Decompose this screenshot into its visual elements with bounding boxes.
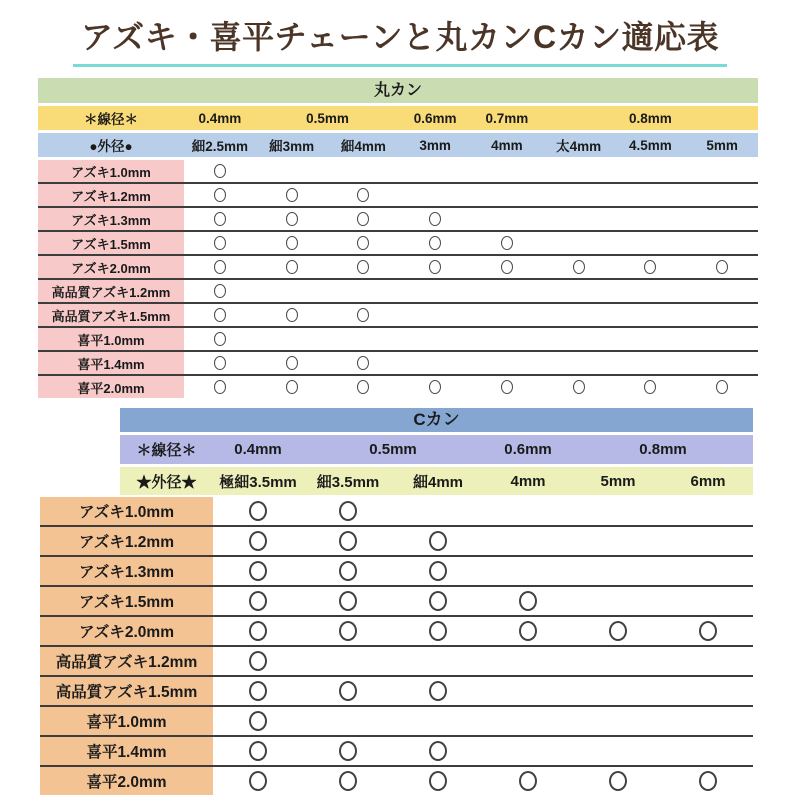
empty-cell — [573, 527, 663, 555]
circle-mark-icon — [573, 260, 585, 274]
compat-mark-cell — [184, 184, 256, 206]
table-row — [40, 617, 753, 647]
wire-size-cell: 0.4mm — [213, 435, 303, 464]
outer-diameter-header-row — [38, 133, 758, 157]
circle-mark-icon — [249, 621, 267, 641]
circle-mark-icon — [339, 561, 357, 581]
compat-mark-cell — [393, 677, 483, 705]
table-row — [38, 280, 758, 304]
circle-mark-icon — [214, 188, 226, 202]
compat-mark-cell — [543, 376, 615, 398]
circle-mark-icon — [249, 531, 267, 551]
empty-cell — [483, 527, 573, 555]
circle-mark-icon — [214, 236, 226, 250]
maru-kan-table-title: 丸カン — [38, 78, 758, 103]
empty-cell — [483, 557, 573, 585]
empty-cell — [543, 184, 615, 206]
outer-diameter-header-row — [40, 467, 753, 495]
row-label: 高品質アズキ1.5mm — [38, 304, 184, 326]
row-label: 高品質アズキ1.2mm — [38, 280, 184, 302]
wire-size-cell: 0.4mm — [184, 106, 256, 130]
circle-mark-icon — [286, 236, 298, 250]
table-row — [40, 767, 753, 795]
circle-mark-icon — [716, 380, 728, 394]
spacer — [40, 435, 120, 464]
compat-mark-cell — [213, 737, 303, 765]
circle-mark-icon — [519, 621, 537, 641]
circle-mark-icon — [501, 260, 513, 274]
circle-mark-icon — [357, 236, 369, 250]
empty-cell — [393, 497, 483, 525]
od-size-cell: 3mm — [399, 133, 471, 157]
compat-mark-cell — [184, 376, 256, 398]
wire-diameter-label: ＊線径＊ — [120, 435, 213, 464]
compat-mark-cell — [303, 527, 393, 555]
c-kan-table-body — [40, 497, 753, 795]
circle-mark-icon — [339, 771, 357, 791]
table-row — [38, 304, 758, 328]
outer-diameter-label: ★外径★ — [120, 467, 213, 495]
row-label: 喜平2.0mm — [38, 376, 184, 398]
empty-cell — [543, 232, 615, 254]
circle-mark-icon — [249, 561, 267, 581]
compat-mark-cell — [213, 647, 303, 675]
compat-mark-cell — [303, 737, 393, 765]
table-row — [38, 232, 758, 256]
od-size-cell: 6mm — [663, 467, 753, 495]
empty-cell — [663, 497, 753, 525]
compat-mark-cell — [573, 767, 663, 795]
compat-mark-cell — [686, 256, 758, 278]
table-row — [40, 557, 753, 587]
empty-cell — [543, 280, 615, 302]
compat-mark-cell — [213, 587, 303, 615]
empty-cell — [663, 707, 753, 735]
table-row — [40, 737, 753, 767]
circle-mark-icon — [357, 356, 369, 370]
spacer — [40, 467, 120, 495]
empty-cell — [663, 647, 753, 675]
circle-mark-icon — [699, 621, 717, 641]
circle-mark-icon — [609, 771, 627, 791]
circle-mark-icon — [429, 741, 447, 761]
circle-mark-icon — [286, 212, 298, 226]
compat-mark-cell — [213, 497, 303, 525]
empty-cell — [393, 647, 483, 675]
empty-cell — [615, 184, 687, 206]
compat-mark-cell — [256, 256, 328, 278]
circle-mark-icon — [286, 188, 298, 202]
circle-mark-icon — [501, 380, 513, 394]
empty-cell — [471, 352, 543, 374]
empty-cell — [471, 328, 543, 350]
compat-mark-cell — [328, 208, 400, 230]
empty-cell — [686, 160, 758, 182]
od-size-cell: 細3.5mm — [303, 467, 393, 495]
circle-mark-icon — [339, 621, 357, 641]
circle-mark-icon — [339, 531, 357, 551]
row-label: アズキ2.0mm — [40, 617, 213, 645]
empty-cell — [663, 557, 753, 585]
empty-cell — [399, 160, 471, 182]
wire-size-cell: 0.8mm — [573, 435, 753, 464]
compat-mark-cell — [483, 767, 573, 795]
compat-mark-cell — [615, 376, 687, 398]
compat-mark-cell — [213, 617, 303, 645]
compat-mark-cell — [328, 304, 400, 326]
table-row — [40, 707, 753, 737]
circle-mark-icon — [214, 260, 226, 274]
c-kan-title-row — [40, 408, 753, 432]
compat-mark-cell — [184, 280, 256, 302]
compat-mark-cell — [393, 557, 483, 585]
empty-cell — [573, 647, 663, 675]
compat-mark-cell — [393, 617, 483, 645]
circle-mark-icon — [429, 591, 447, 611]
wire-size-cell: 0.6mm — [483, 435, 573, 464]
empty-cell — [471, 280, 543, 302]
compat-mark-cell — [399, 208, 471, 230]
od-size-cell: 4.5mm — [615, 133, 687, 157]
row-label: 喜平1.4mm — [40, 737, 213, 765]
compat-mark-cell — [399, 232, 471, 254]
empty-cell — [393, 707, 483, 735]
empty-cell — [471, 304, 543, 326]
row-label: アズキ1.5mm — [40, 587, 213, 615]
table-row — [40, 677, 753, 707]
table-row — [38, 256, 758, 280]
circle-mark-icon — [286, 380, 298, 394]
empty-cell — [483, 497, 573, 525]
compat-mark-cell — [663, 767, 753, 795]
compat-mark-cell — [303, 557, 393, 585]
compat-mark-cell — [471, 256, 543, 278]
circle-mark-icon — [644, 260, 656, 274]
compat-mark-cell — [615, 256, 687, 278]
circle-mark-icon — [429, 380, 441, 394]
compat-mark-cell — [303, 677, 393, 705]
od-size-cell: 太4mm — [543, 133, 615, 157]
compat-mark-cell — [184, 208, 256, 230]
empty-cell — [471, 160, 543, 182]
compat-mark-cell — [213, 527, 303, 555]
row-label: 喜平2.0mm — [40, 767, 213, 795]
outer-diameter-label: ●外径● — [38, 133, 184, 157]
empty-cell — [686, 208, 758, 230]
wire-size-cell: 0.6mm — [399, 106, 471, 130]
row-label: アズキ1.5mm — [38, 232, 184, 254]
empty-cell — [573, 557, 663, 585]
compat-mark-cell — [303, 767, 393, 795]
od-size-cell: 細4mm — [328, 133, 400, 157]
page-title: アズキ・喜平チェーンと丸カンCカン適応表 — [73, 12, 727, 67]
empty-cell — [256, 280, 328, 302]
row-label: アズキ1.0mm — [38, 160, 184, 182]
wire-size-cell: 0.5mm — [256, 106, 400, 130]
circle-mark-icon — [249, 711, 267, 731]
circle-mark-icon — [429, 771, 447, 791]
od-size-cell: 細2.5mm — [184, 133, 256, 157]
empty-cell — [543, 208, 615, 230]
circle-mark-icon — [339, 501, 357, 521]
circle-mark-icon — [214, 332, 226, 346]
circle-mark-icon — [249, 651, 267, 671]
od-size-cell: 4mm — [483, 467, 573, 495]
empty-cell — [615, 352, 687, 374]
empty-cell — [328, 280, 400, 302]
empty-cell — [686, 280, 758, 302]
table-row — [40, 527, 753, 557]
empty-cell — [663, 677, 753, 705]
empty-cell — [256, 328, 328, 350]
table-row — [38, 352, 758, 376]
compat-mark-cell — [328, 184, 400, 206]
empty-cell — [543, 328, 615, 350]
compat-mark-cell — [213, 557, 303, 585]
empty-cell — [615, 232, 687, 254]
compat-mark-cell — [471, 376, 543, 398]
circle-mark-icon — [699, 771, 717, 791]
compat-mark-cell — [184, 160, 256, 182]
row-label: アズキ1.2mm — [40, 527, 213, 555]
empty-cell — [615, 208, 687, 230]
empty-cell — [399, 184, 471, 206]
compat-mark-cell — [256, 184, 328, 206]
circle-mark-icon — [609, 621, 627, 641]
empty-cell — [543, 352, 615, 374]
maru-kan-table-body — [38, 160, 758, 398]
compat-mark-cell — [213, 707, 303, 735]
od-size-cell: 細3mm — [256, 133, 328, 157]
compat-mark-cell — [184, 232, 256, 254]
empty-cell — [686, 232, 758, 254]
compat-mark-cell — [213, 677, 303, 705]
empty-cell — [483, 737, 573, 765]
circle-mark-icon — [519, 591, 537, 611]
compat-mark-cell — [393, 527, 483, 555]
od-size-cell: 4mm — [471, 133, 543, 157]
empty-cell — [543, 304, 615, 326]
empty-cell — [399, 304, 471, 326]
empty-cell — [686, 352, 758, 374]
circle-mark-icon — [249, 501, 267, 521]
empty-cell — [399, 280, 471, 302]
empty-cell — [543, 160, 615, 182]
circle-mark-icon — [357, 308, 369, 322]
circle-mark-icon — [429, 621, 447, 641]
circle-mark-icon — [429, 212, 441, 226]
circle-mark-icon — [357, 212, 369, 226]
compat-mark-cell — [303, 497, 393, 525]
title-wrap — [0, 12, 800, 67]
compat-mark-cell — [328, 376, 400, 398]
empty-cell — [328, 328, 400, 350]
compat-mark-cell — [184, 352, 256, 374]
row-label: アズキ1.3mm — [38, 208, 184, 230]
circle-mark-icon — [429, 561, 447, 581]
table-row — [38, 376, 758, 398]
compat-mark-cell — [483, 587, 573, 615]
circle-mark-icon — [429, 531, 447, 551]
circle-mark-icon — [249, 741, 267, 761]
table-row — [38, 160, 758, 184]
compat-mark-cell — [393, 587, 483, 615]
empty-cell — [483, 677, 573, 705]
compat-mark-cell — [256, 232, 328, 254]
compat-mark-cell — [328, 352, 400, 374]
empty-cell — [686, 184, 758, 206]
table-row — [40, 647, 753, 677]
row-label: 高品質アズキ1.2mm — [40, 647, 213, 675]
empty-cell — [573, 677, 663, 705]
row-label: 高品質アズキ1.5mm — [40, 677, 213, 705]
empty-cell — [328, 160, 400, 182]
circle-mark-icon — [249, 771, 267, 791]
empty-cell — [615, 304, 687, 326]
empty-cell — [399, 352, 471, 374]
compat-mark-cell — [399, 376, 471, 398]
empty-cell — [615, 280, 687, 302]
circle-mark-icon — [357, 260, 369, 274]
circle-mark-icon — [573, 380, 585, 394]
compat-mark-cell — [303, 617, 393, 645]
circle-mark-icon — [214, 284, 226, 298]
circle-mark-icon — [214, 164, 226, 178]
compat-mark-cell — [256, 376, 328, 398]
empty-cell — [483, 647, 573, 675]
circle-mark-icon — [429, 681, 447, 701]
row-label: 喜平1.4mm — [38, 352, 184, 374]
compat-mark-cell — [256, 208, 328, 230]
maru-kan-table — [38, 78, 758, 398]
circle-mark-icon — [214, 356, 226, 370]
row-label: 喜平1.0mm — [38, 328, 184, 350]
table-row — [38, 328, 758, 352]
empty-cell — [686, 304, 758, 326]
table-row — [38, 184, 758, 208]
circle-mark-icon — [214, 380, 226, 394]
compat-mark-cell — [213, 767, 303, 795]
compat-mark-cell — [184, 256, 256, 278]
empty-cell — [573, 497, 663, 525]
empty-cell — [663, 527, 753, 555]
empty-cell — [663, 587, 753, 615]
compat-mark-cell — [399, 256, 471, 278]
circle-mark-icon — [339, 591, 357, 611]
wire-diameter-header-row — [40, 435, 753, 464]
compat-mark-cell — [184, 328, 256, 350]
row-label: 喜平1.0mm — [40, 707, 213, 735]
compat-mark-cell — [663, 617, 753, 645]
wire-diameter-label: ＊線径＊ — [38, 106, 184, 130]
circle-mark-icon — [249, 681, 267, 701]
compat-mark-cell — [328, 232, 400, 254]
circle-mark-icon — [357, 380, 369, 394]
empty-cell — [399, 328, 471, 350]
od-size-cell: 5mm — [686, 133, 758, 157]
compat-mark-cell — [256, 304, 328, 326]
circle-mark-icon — [716, 260, 728, 274]
row-label: アズキ1.0mm — [40, 497, 213, 525]
c-kan-table-title: Cカン — [120, 408, 753, 432]
empty-cell — [615, 328, 687, 350]
circle-mark-icon — [429, 236, 441, 250]
wire-size-cell: 0.5mm — [303, 435, 483, 464]
empty-cell — [573, 737, 663, 765]
circle-mark-icon — [644, 380, 656, 394]
od-size-cell: 細4mm — [393, 467, 483, 495]
compat-mark-cell — [393, 737, 483, 765]
circle-mark-icon — [339, 681, 357, 701]
compat-mark-cell — [256, 352, 328, 374]
circle-mark-icon — [429, 260, 441, 274]
wire-size-cell: 0.7mm — [471, 106, 543, 130]
empty-cell — [573, 707, 663, 735]
empty-cell — [303, 707, 393, 735]
compat-mark-cell — [471, 232, 543, 254]
empty-cell — [471, 208, 543, 230]
compat-mark-cell — [686, 376, 758, 398]
empty-cell — [663, 737, 753, 765]
circle-mark-icon — [286, 356, 298, 370]
compat-mark-cell — [303, 587, 393, 615]
table-row — [40, 497, 753, 527]
empty-cell — [471, 184, 543, 206]
table-row — [38, 208, 758, 232]
empty-cell — [686, 328, 758, 350]
empty-cell — [256, 160, 328, 182]
compat-mark-cell — [543, 256, 615, 278]
wire-diameter-header-row — [38, 106, 758, 130]
c-kan-table — [40, 408, 753, 795]
empty-cell — [615, 160, 687, 182]
compat-mark-cell — [573, 617, 663, 645]
circle-mark-icon — [214, 212, 226, 226]
circle-mark-icon — [357, 188, 369, 202]
circle-mark-icon — [286, 260, 298, 274]
row-label: アズキ1.2mm — [38, 184, 184, 206]
circle-mark-icon — [286, 308, 298, 322]
compat-mark-cell — [328, 256, 400, 278]
compat-mark-cell — [393, 767, 483, 795]
circle-mark-icon — [214, 308, 226, 322]
od-size-cell: 極細3.5mm — [213, 467, 303, 495]
wire-size-cell: 0.8mm — [543, 106, 758, 130]
row-label: アズキ1.3mm — [40, 557, 213, 585]
empty-cell — [483, 707, 573, 735]
compat-mark-cell — [483, 617, 573, 645]
table-row — [40, 587, 753, 617]
empty-cell — [573, 587, 663, 615]
circle-mark-icon — [339, 741, 357, 761]
row-label: アズキ2.0mm — [38, 256, 184, 278]
circle-mark-icon — [249, 591, 267, 611]
circle-mark-icon — [519, 771, 537, 791]
circle-mark-icon — [501, 236, 513, 250]
od-size-cell: 5mm — [573, 467, 663, 495]
empty-cell — [303, 647, 393, 675]
compat-mark-cell — [184, 304, 256, 326]
